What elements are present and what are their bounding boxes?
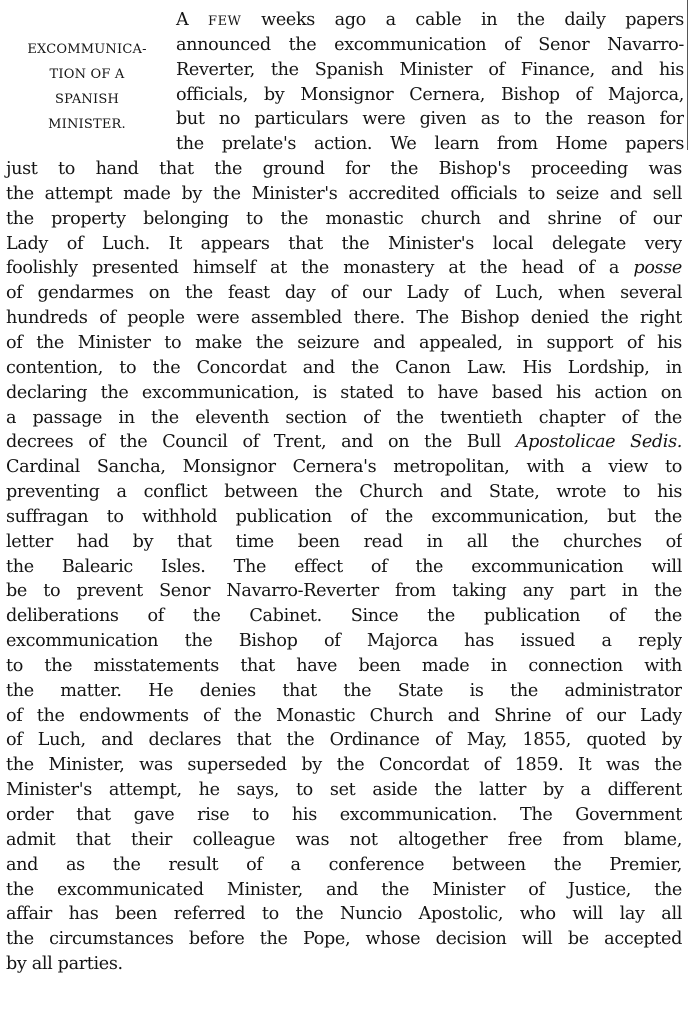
text-line: but no particulars were given as to the reason for xyxy=(176,109,684,130)
text-line: declaring the excommunication, is stated to have based his action on xyxy=(6,382,682,403)
text-line: announced the excommunication of Senor Navarro- xyxy=(176,34,684,55)
text-line: of gendarmes on the feast day of our Lady of Luch, when several xyxy=(6,283,682,304)
opening-line xyxy=(0,8,684,33)
side-heading-line: SPANISH xyxy=(54,92,119,107)
text-line: admit that their colleague was not altogether free from blame, xyxy=(6,829,682,850)
text-line: the excommunicated Minister, and the Minister of Justice, the xyxy=(6,879,682,900)
side-heading-line: EXCOMMUNICA- xyxy=(27,42,147,57)
lead-text: weeks ago a cable in the daily papers xyxy=(261,10,684,30)
text-line: suffragan to withhold publication of the excommunication, but the xyxy=(6,506,682,527)
text-line: affair has been referred to the Nuncio Apostolic, who will lay all xyxy=(6,904,682,925)
text-line: be to prevent Senor Navarro-Reverter from taking any part in the xyxy=(6,581,682,602)
lead-smallcaps: FEW xyxy=(208,14,242,29)
text-line: the circumstances before the Pope, whose decision will be accepted xyxy=(6,929,682,950)
side-heading-line: TION OF A xyxy=(49,67,125,82)
text-line: to the misstatements that have been made in connection with xyxy=(6,655,682,676)
text-line: the property belonging to the monastic church and shrine of our xyxy=(6,208,682,229)
text-line: Minister's attempt, he says, to set aside the latter by a different xyxy=(6,780,682,801)
text-segment: foolishly presented himself at the monastery at the head of a xyxy=(6,258,620,279)
text-line: contention, to the Concordat and the Canon Law. His Lordship, in xyxy=(6,357,682,378)
text-line: order that gave rise to his excommunication. The Government xyxy=(6,805,682,825)
text-line: the attempt made by the Minister's accredited officials to seize and sell xyxy=(6,183,682,204)
text-line: letter had by that time been read in all the churches of xyxy=(6,531,682,552)
text-line: the Balearic Isles. The effect of the excommunication will xyxy=(6,556,682,577)
text-line: of Luch, and declares that the Ordinance of May, 1855, quoted by xyxy=(6,730,682,751)
text-line: hundreds of people were assembled there. The Bishop denied the right xyxy=(6,308,682,329)
text-line: of the endowments of the Monastic Church and Shrine of our Lady xyxy=(6,705,682,726)
text-line: just to hand that the ground for the Bishop's proceeding was xyxy=(6,159,682,180)
text-line: the prelate's action. We learn from Home papers xyxy=(176,134,684,155)
italic-bull-name: Apostolicae Sedis. xyxy=(515,432,682,453)
text-line: Cardinal Sancha, Monsignor Cernera's metropolitan, with a view to xyxy=(6,457,682,478)
italic-word-posse: posse xyxy=(633,258,682,279)
text-line: officials, by Monsignor Cernera, Bishop of Majorca, xyxy=(176,84,684,105)
text-line: the Minister, was superseded by the Concordat of 1859. It was the xyxy=(6,755,682,776)
lead-initial: A xyxy=(176,10,189,30)
text-line xyxy=(0,430,682,455)
text-line: of the Minister to make the seizure and appealed, in support of his xyxy=(6,332,682,353)
text-line: by all parties. xyxy=(6,954,123,975)
text-line: the matter. He denies that the State is the administrator xyxy=(6,680,682,701)
text-line: deliberations of the Cabinet. Since the publication of the xyxy=(6,606,682,627)
text-line xyxy=(0,256,682,281)
text-line: Lady of Luch. It appears that the Minister's local delegate very xyxy=(6,233,682,254)
text-line: and as the result of a conference between the Premier, xyxy=(6,854,682,875)
text-line: excommunication the Bishop of Majorca has issued a reply xyxy=(6,631,682,652)
text-line: preventing a conflict between the Church and State, wrote to his xyxy=(6,482,682,503)
text-line: Reverter, the Spanish Minister of Finance, and his xyxy=(176,59,684,80)
text-line: a passage in the eleventh section of the twentieth chapter of the xyxy=(6,407,682,428)
text-segment: decrees of the Council of Trent, and on the Bull xyxy=(6,432,501,453)
article-body xyxy=(0,8,693,977)
side-heading-line: MINISTER. xyxy=(48,117,126,132)
